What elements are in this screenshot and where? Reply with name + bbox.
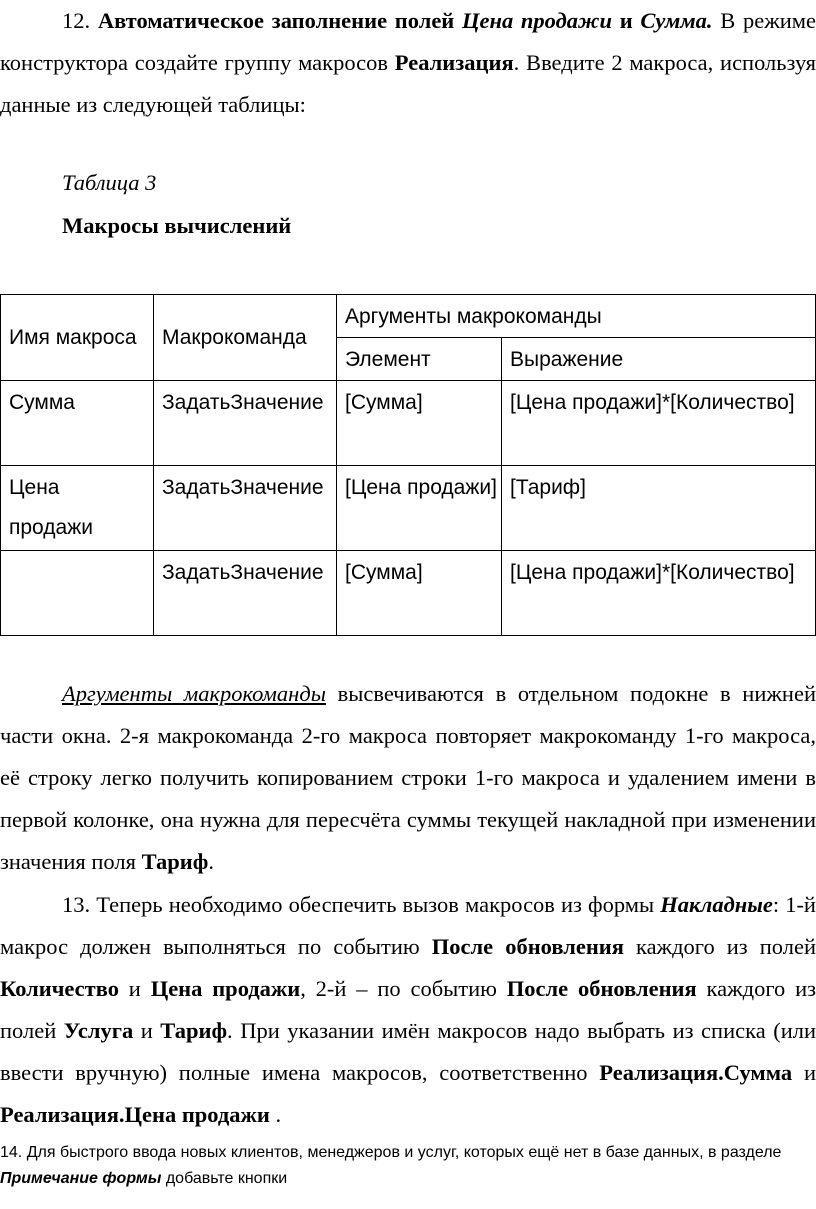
form-name: Накладные — [660, 892, 773, 917]
macros-table — [0, 294, 816, 636]
table-row — [1, 466, 816, 551]
paragraph-14: 14. Для быстрого ввода новых клиентов, менеджеров и услуг, которых ещё нет в базе данных, в разделе Примечание формы добавьте кнопки — [0, 1144, 782, 1187]
cell-element: [Сумма] — [337, 551, 502, 636]
task-title: Автоматическое заполнение полей Цена продажи и Сумма. — [97, 8, 713, 33]
cell-element: [Цена продажи] — [337, 466, 502, 551]
field-name: Количество — [0, 976, 119, 1001]
table-row — [1, 381, 816, 466]
field-name: Цена продажи — [150, 976, 301, 1001]
macro-full-name: Реализация.Сумма — [599, 1060, 793, 1085]
item-number: 12. — [62, 8, 98, 33]
cell-macro-name — [1, 551, 154, 636]
cell-expression: [Цена продажи]*[Количество] — [502, 381, 816, 466]
table-title: Макросы вычислений — [62, 213, 292, 238]
macro-group-name: Реализация — [394, 50, 514, 75]
header-expression: Выражение — [502, 338, 816, 381]
macro-full-name: Реализация.Цена продажи — [0, 1102, 270, 1127]
field-name: Услуга — [63, 1018, 134, 1043]
header-arguments: Аргументы макрокоманды — [337, 295, 816, 338]
paragraph-12: 12. Автоматическое заполнение полей Цена продажи и Сумма. В режиме конструктора создайте группу макросов Реализация. Введите 2 макроса, используя данные из следующей таблицы: — [0, 8, 816, 117]
paragraph-note: Аргументы макрокоманды высвечиваются в отдельном подокне в нижней части окна. 2-я макрокоманда 2-го макроса повторяет макрокоманду 1-го макроса, её строку легко получить копированием строки 1-го макроса и удалением имени в первой колонке, она нужна для пересчёта суммы текущей накладной при изменении значения поля Тариф. — [0, 681, 816, 874]
cell-command: ЗадатьЗначение — [154, 551, 337, 636]
cell-macro-name: Цена продажи — [1, 466, 154, 551]
event-name: После обновления — [506, 976, 697, 1001]
section-name: Примечание формы — [0, 1170, 162, 1187]
cell-expression: [Цена продажи]*[Количество] — [502, 551, 816, 636]
header-element: Элемент — [337, 338, 502, 381]
cell-command: ЗадатьЗначение — [154, 381, 337, 466]
paragraph-13: 13. Теперь необходимо обеспечить вызов макросов из формы Накладные: 1-й макрос должен выполняться по событию После обновления каждого из полей Количество и Цена продажи, 2-й – по событию После обновления каждого из полей Услуга и Тариф. При указании имён макросов надо выбрать из списка (или ввести вручную) полные имена макросов, соответственно Реализация.Сумма и Реализация.Цена продажи . — [0, 892, 816, 1127]
table-row — [1, 551, 816, 636]
table-label: Таблица 3 — [62, 170, 157, 195]
note-field: Тариф — [141, 849, 209, 874]
header-macro-name: Имя макроса — [1, 295, 154, 381]
header-macro-command: Макрокоманда — [154, 295, 337, 381]
cell-element: [Сумма] — [337, 381, 502, 466]
note-term: Аргументы макрокоманды — [62, 681, 326, 706]
cell-command: ЗадатьЗначение — [154, 466, 337, 551]
cell-expression: [Тариф] — [502, 466, 816, 551]
event-name: После обновления — [431, 934, 624, 959]
field-name: Тариф — [160, 1018, 228, 1043]
table-header-row — [1, 295, 816, 338]
cell-macro-name: Сумма — [1, 381, 154, 466]
